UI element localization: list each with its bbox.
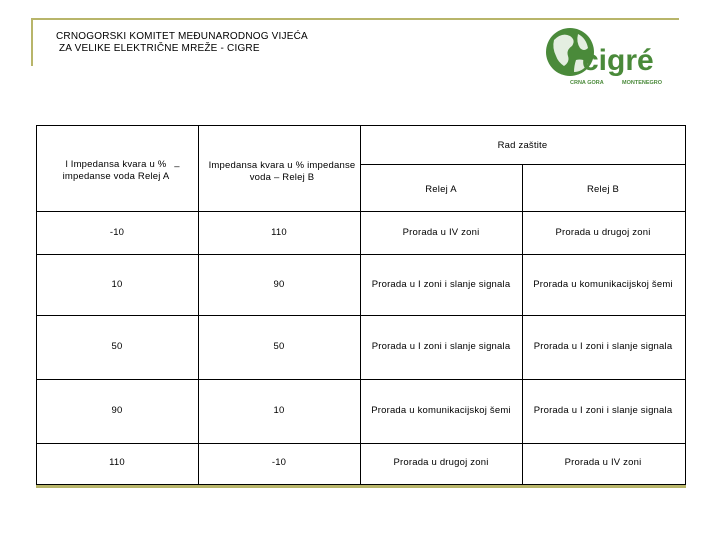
protection-table <box>36 125 686 487</box>
header-impedance-relay-a <box>56 151 176 191</box>
header-impedance-relay-b-text: Impedansa kvara u % impedanse voda – Relej B <box>208 160 356 183</box>
cell-impedance-b: 10 <box>273 405 285 416</box>
cell-relay-a: Prorada u I zoni i slanje signala <box>371 278 511 290</box>
cell-relay-a: Prorada u I zoni i slanje signala <box>371 341 511 352</box>
cell-relay-b: Prorada u IV zoni <box>564 457 642 468</box>
cigre-logo <box>540 22 670 102</box>
header-relay-b-text: Relej B <box>586 184 620 195</box>
cell-impedance-b: 50 <box>273 341 285 352</box>
header-protection-operation-text: Rad zaštite <box>497 140 548 151</box>
cell-relay-a: Prorada u IV zoni <box>402 226 480 238</box>
page-header <box>56 31 308 55</box>
cell-impedance-b: 110 <box>271 226 287 238</box>
table-bottom-rule <box>36 485 686 488</box>
grid-line <box>360 164 685 165</box>
header-protection-operation <box>360 137 685 155</box>
header-dash-text: – <box>174 161 180 172</box>
logo-sub-right: MONTENEGRO <box>622 80 663 86</box>
header-relay-a-text: Relej A <box>425 184 457 195</box>
cell-relay-b: Prorada u I zoni i slanje signala <box>533 405 673 416</box>
header-left-rule <box>31 18 33 66</box>
header-impedance-relay-a-text: l Impedansa kvara u % impedanse voda Relej A <box>62 159 170 182</box>
header-relay-a <box>360 181 522 199</box>
cell-impedance-a: 90 <box>111 405 123 416</box>
header-impedance-relay-b <box>202 157 362 187</box>
logo-sub-left: CRNA GORA <box>570 80 604 86</box>
cell-relay-b: Prorada u I zoni i slanje signala <box>533 341 673 352</box>
cell-relay-b: Prorada u komunikacijskoj šemi <box>533 278 673 290</box>
cell-impedance-a: 10 <box>111 278 123 290</box>
cell-impedance-a: -10 <box>109 226 125 238</box>
cell-relay-b: Prorada u drugoj zoni <box>555 226 651 238</box>
cell-relay-a: Prorada u komunikacijskoj šemi <box>371 405 511 416</box>
cell-impedance-b: -10 <box>271 457 287 468</box>
header-line-2: ZA VELIKE ELEKTRIČNE MREŽE - CIGRE <box>56 43 260 54</box>
cell-relay-a: Prorada u drugoj zoni <box>393 457 489 468</box>
cell-impedance-b: 90 <box>273 278 285 290</box>
cell-impedance-a: 50 <box>111 341 123 352</box>
header-line-1: CRNOGORSKI KOMITET MEĐUNARODNOG VIJEĆA <box>56 31 308 42</box>
cell-impedance-a: 110 <box>109 457 125 468</box>
logo-brand-text: cigré <box>582 44 654 77</box>
header-relay-b <box>522 181 684 199</box>
header-top-rule <box>31 18 679 20</box>
header-dash <box>172 160 182 174</box>
